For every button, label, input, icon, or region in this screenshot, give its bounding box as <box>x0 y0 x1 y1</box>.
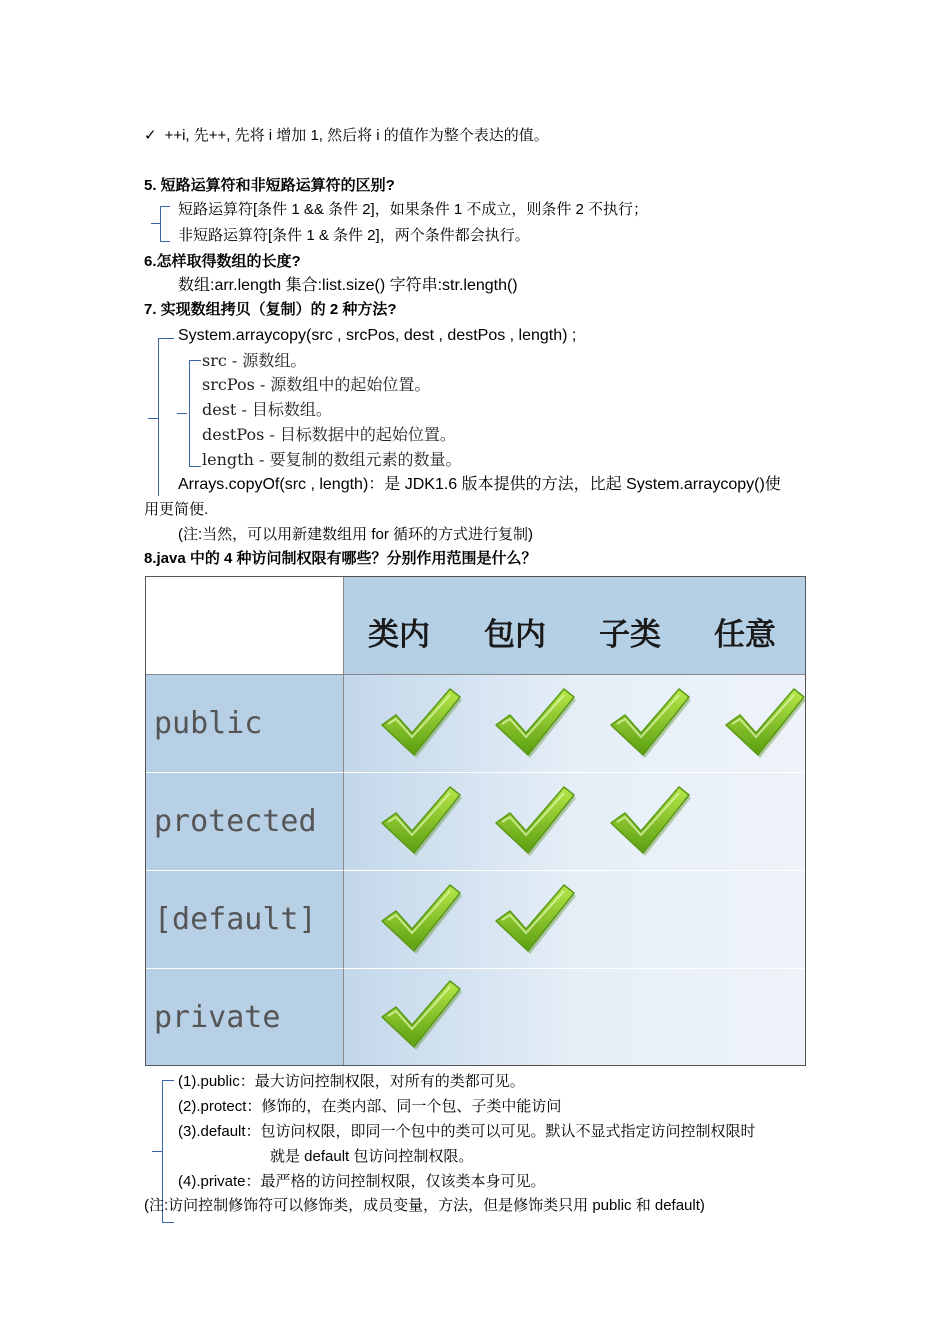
q5-line-1: 短路运算符[条件 1 && 条件 2]，如果条件 1 不成立，则条件 2 不执行； <box>178 201 649 218</box>
green-check-icon <box>378 683 462 759</box>
q5-line-2: 非短路运算符[条件 1 & 条件 2]，两个条件都会执行。 <box>178 227 530 244</box>
q6-title: 6.怎样取得数组的长度? <box>144 253 301 270</box>
q8-item-private: (4).private：最严格的访问控制权限，仅该类本身可见。 <box>178 1173 546 1190</box>
q7-note: (注:当然，可以用新建数组用 for 循环的方式进行复制) <box>178 526 533 543</box>
green-check-icon <box>722 683 806 759</box>
q7-line-2a: Arrays.copyOf(src , length)：是 JDK1.6 版本提供的方法，比起 System.arraycopy()使 <box>178 476 781 493</box>
green-check-icon <box>607 683 691 759</box>
green-check-icon <box>378 879 462 955</box>
q7-line-1: System.arraycopy(src , srcPos, dest , destPos , length) ; <box>178 327 577 344</box>
header-package: 包内 <box>484 617 546 653</box>
check-mark-icon: ✓ <box>144 127 157 144</box>
q8-note: (注:访问控制修饰符可以修饰类，成员变量，方法，但是修饰类只用 public 和 default) <box>144 1197 705 1214</box>
q7-line-2b: 用更简便. <box>144 501 209 518</box>
q8-item-protect: (2).protect：修饰的，在类内部、同一个包、子类中能访问 <box>178 1098 562 1115</box>
green-check-icon <box>607 781 691 857</box>
q7-outer-brace <box>158 338 159 496</box>
table-header-row <box>344 577 805 675</box>
green-check-icon <box>492 683 576 759</box>
row-label-private: private <box>146 969 344 1065</box>
header-any: 任意 <box>714 617 776 653</box>
q6-line-1: 数组:arr.length 集合:list.size() 字符串:str.length() <box>178 277 518 294</box>
header-subclass: 子类 <box>599 617 661 653</box>
access-table <box>145 576 806 1066</box>
q7-param-srcpos: srcPos - 源数组中的起始位置。 <box>202 375 431 394</box>
row-label-public: public <box>146 675 344 773</box>
q5-brace-nub <box>151 223 161 224</box>
q8-item-public: (1).public：最大访问控制权限，对所有的类都可见。 <box>178 1073 525 1090</box>
q7-title: 7. 实现数组拷贝（复制）的 2 种方法? <box>144 301 397 318</box>
intro-line <box>144 128 549 143</box>
q8-item-default-cont: 就是 default 包访问控制权限。 <box>270 1148 474 1165</box>
green-check-icon <box>492 879 576 955</box>
q7-param-src: src - 源数组。 <box>202 351 307 370</box>
row-label-protected: protected <box>146 773 344 871</box>
q8-item-default: (3).default：包访问权限，即同一个包中的类可以可见。默认不显式指定访问控制权限时 <box>178 1123 756 1140</box>
intro-text: ++i, 先++, 先将 i 增加 1, 然后将 i 的值作为整个表达的值。 <box>164 127 549 144</box>
header-class: 类内 <box>368 617 430 653</box>
q7-param-destpos: destPos - 目标数据中的起始位置。 <box>202 425 456 444</box>
q5-title: 5. 短路运算符和非短路运算符的区别? <box>144 177 395 194</box>
green-check-icon <box>378 781 462 857</box>
row-label-default: [default] <box>146 871 344 969</box>
q5-brace <box>160 206 161 242</box>
q7-inner-brace <box>189 360 190 466</box>
q7-param-length: length - 要复制的数组元素的数量。 <box>202 450 462 469</box>
table-corner-cell <box>146 577 344 675</box>
q7-param-dest: dest - 目标数组。 <box>202 400 332 419</box>
q8-title: 8.java 中的 4 种访问制权限有哪些？分别作用范围是什么？ <box>144 550 537 567</box>
green-check-icon <box>492 781 576 857</box>
green-check-icon <box>378 975 462 1051</box>
